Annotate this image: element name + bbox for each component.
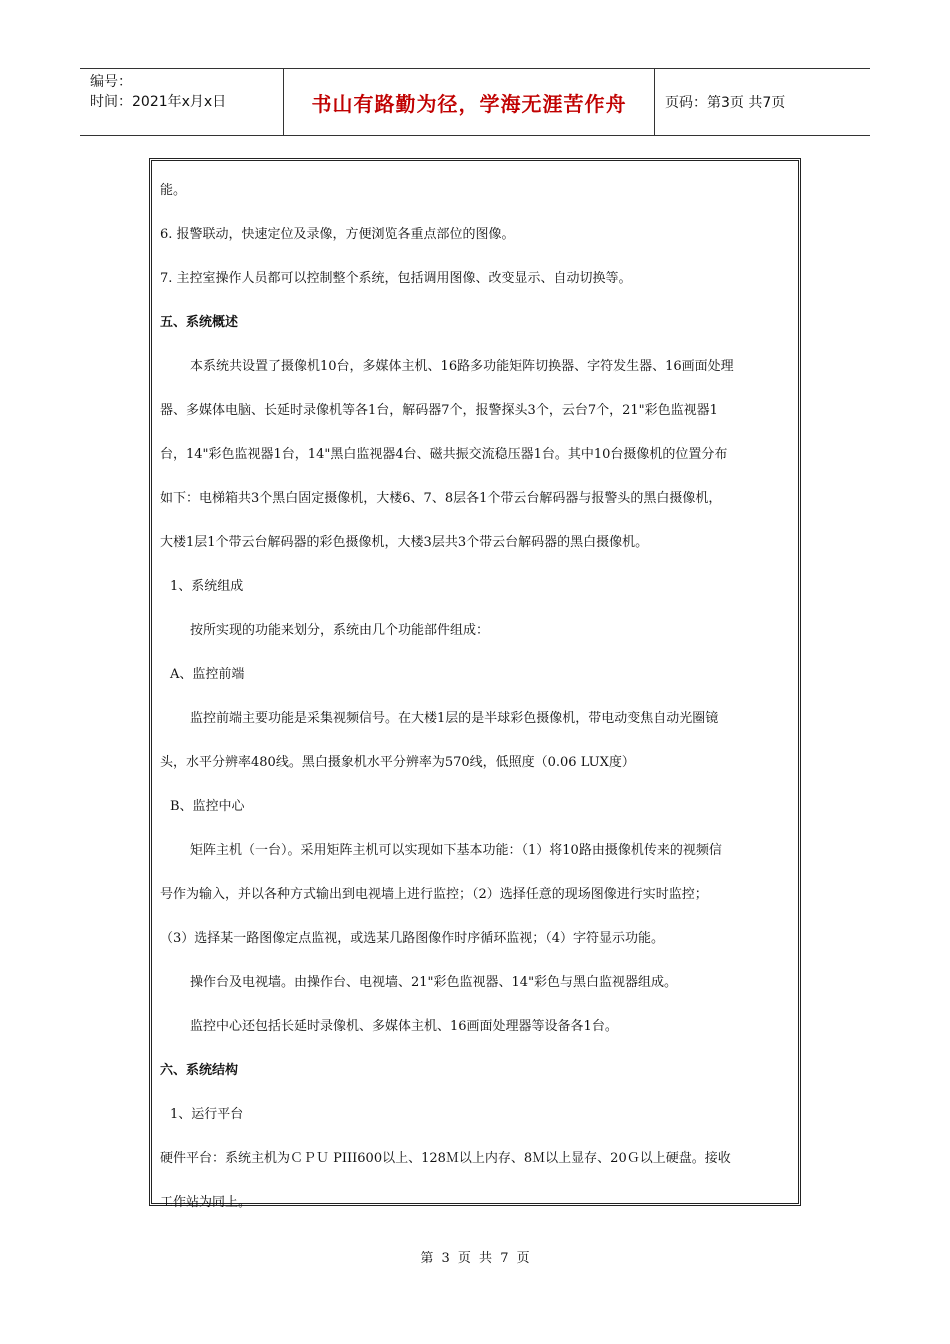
paragraph-line: 监控中心还包括长延时录像机、多媒体主机、16画面处理器等设备各1台。 [190,1019,618,1034]
paragraph-line: 如下：电梯箱共3个黑白固定摄像机，大楼6、7、8层各1个带云台解码器与报警头的黑白摄像机， [160,491,722,506]
header-table [80,68,870,136]
header-meta [80,69,283,135]
paragraph-line: 1、运行平台 [170,1107,244,1122]
section-heading: 六、系统结构 [160,1063,239,1078]
content-box [149,158,801,1210]
section-heading: 五、系统概述 [160,315,239,330]
paragraph-line: 本系统共设置了摄像机10台，多媒体主机、16路多功能矩阵切换器、字符发生器、16画面处理 [190,359,734,374]
paragraph-line: （3）选择某一路图像定点监视，或选某几路图像作时序循环监视；（4）字符显示功能。 [160,931,665,946]
paragraph-line: B、监控中心 [170,799,245,814]
time-label: 时间：2021年x月x日 [90,94,227,110]
paragraph-line: 头，水平分辨率480线。黑白摄象机水平分辨率为570线，低照度（0.06 LUX度） [160,755,635,770]
doc-number-label: 编号： [90,74,132,90]
paragraph-line: 操作台及电视墙。由操作台、电视墙、21"彩色监视器、14"彩色与黑白监视器组成。 [190,975,678,990]
paragraph-line: 7. 主控室操作人员都可以控制整个系统，包括调用图像、改变显示、自动切换等。 [160,271,632,286]
paragraph-line: 器、多媒体电脑、长延时录像机等各1台，解码器7个，报警探头3个，云台7个，21"彩色监视器1 [160,403,718,418]
page-footer: 第 3 页 共 7 页 [420,1251,530,1266]
paragraph-line: 号作为输入，并以各种方式输出到电视墙上进行监控；（2）选择任意的现场图像进行实时监控； [160,887,708,902]
page-indicator: 页码：第3页 共7页 [665,95,786,111]
motto: 书山有路勤为径，学海无涯苦作舟 [283,69,655,135]
paragraph-line: 能。 [160,183,187,198]
paragraph-line: 硬件平台：系统主机为ＣＰＵ PIII600以上、128Ｍ以上内存、8Ｍ以上显存、20Ｇ以上硬盘。接收 [160,1151,731,1166]
paragraph-line: 大楼1层1个带云台解码器的彩色摄像机，大楼3层共3个带云台解码器的黑白摄像机。 [160,535,649,550]
paragraph-line: 矩阵主机（一台）。采用矩阵主机可以实现如下基本功能：（1）将10路由摄像机传来的视频信 [190,843,722,858]
paragraph-line: 台，14"彩色监视器1台，14"黑白监视器4台、磁共振交流稳压器1台。其中10台摄像机的位置分布 [160,447,728,462]
paragraph-line: 按所实现的功能来划分，系统由几个功能部件组成： [190,623,490,638]
paragraph-line: 监控前端主要功能是采集视频信号。在大楼1层的是半球彩色摄像机，带电动变焦自动光圈镜 [190,711,719,726]
paragraph-line: 1、系统组成 [170,579,244,594]
paragraph-line: A、监控前端 [170,667,245,682]
paragraph-line: 工作站为同上。 [160,1195,252,1210]
paragraph-line: 6. 报警联动，快速定位及录像，方便浏览各重点部位的图像。 [160,227,515,242]
